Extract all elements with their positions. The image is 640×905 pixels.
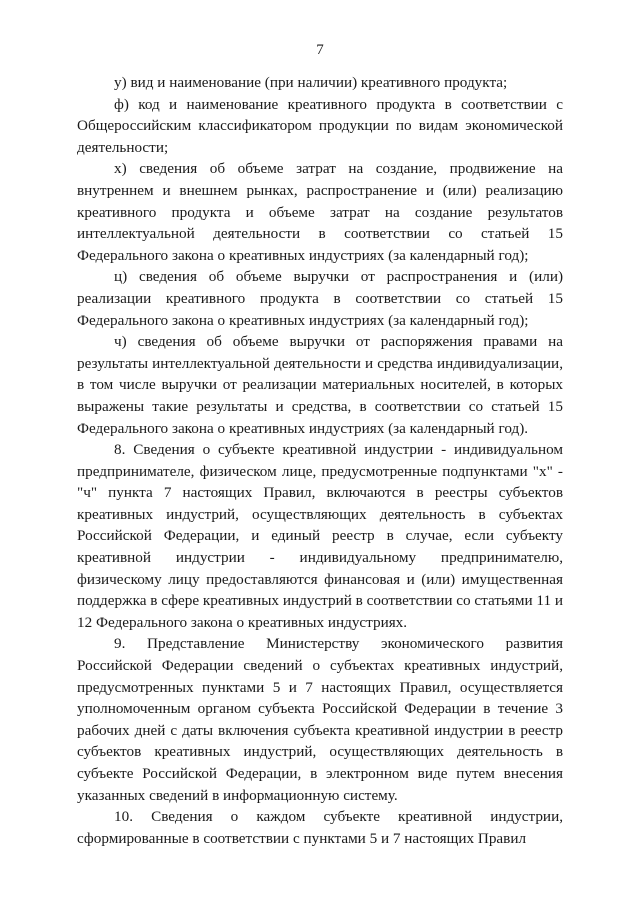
paragraph-clause-10: 10. Сведения о каждом субъекте креативной индустрии, сформированные в соответствии с пунктами 5 и 7 настоящих Правил: [77, 808, 563, 847]
paragraph-clause-9: 9. Представление Министерству экономического развития Российской Федерации сведений о субъектах креативных индустрий, предусмотренных пунктами 5 и 7 настоящих Правил, осуществляется уполномоченным органом субъекта Российской Федерации в течение 3 рабочих дней с даты включения субъекта креативной индустрии в реестр субъектов креативных индустрий, осуществляющих деятельность в субъекте Российской Федерации, в электронном виде путем внесения указанных сведений в информационную систему.: [77, 635, 563, 804]
document-body: [77, 72, 563, 849]
paragraph-item-ch: ч) сведения об объеме выручки от распоряжения правами на результаты интеллектуальной деятельности и средства индивидуализации, в том числе выручки от реализации материальных носителей, в которых выражены такие результаты и средства, в соответствии со статьей 15 Федерального закона о креативных индустриях (за календарный год).: [77, 333, 563, 437]
paragraph-clause-8: 8. Сведения о субъекте креативной индустрии - индивидуальном предпринимателе, физическом лице, предусмотренные подпунктами "х" - "ч" пункта 7 настоящих Правил, включаются в реестры субъектов креативных индустрий, осуществляющих деятельность в субъектах Российской Федерации, и единый реестр в случае, если субъекту креативной индустрии - индивидуальному предпринимателю, физическому лицу предоставляются финансовая и (или) имущественная поддержка в сфере креативных индустрий в соответствии со статьями 11 и 12 Федерального закона о креативных индустриях.: [77, 441, 563, 631]
paragraph-item-kh: х) сведения об объеме затрат на создание, продвижение на внутреннем и внешнем рынках, распространение и (или) реализацию креативного продукта и объеме затрат на создание результатов интеллектуальной деятельности в соответствии со статьей 15 Федерального закона о креативных индустриях (за календарный год);: [77, 160, 563, 264]
paragraph-item-u: у) вид и наименование (при наличии) креативного продукта;: [114, 74, 508, 91]
paragraph-item-ts: ц) сведения об объеме выручки от распространения и (или) реализации креативного продукта в соответствии со статьей 15 Федерального закона о креативных индустриях (за календарный год);: [77, 268, 563, 329]
paragraph-item-f: ф) код и наименование креативного продукта в соответствии с Общероссийским классификатором продукции по видам экономической деятельности;: [77, 95, 563, 156]
page-number: 7: [316, 42, 324, 58]
